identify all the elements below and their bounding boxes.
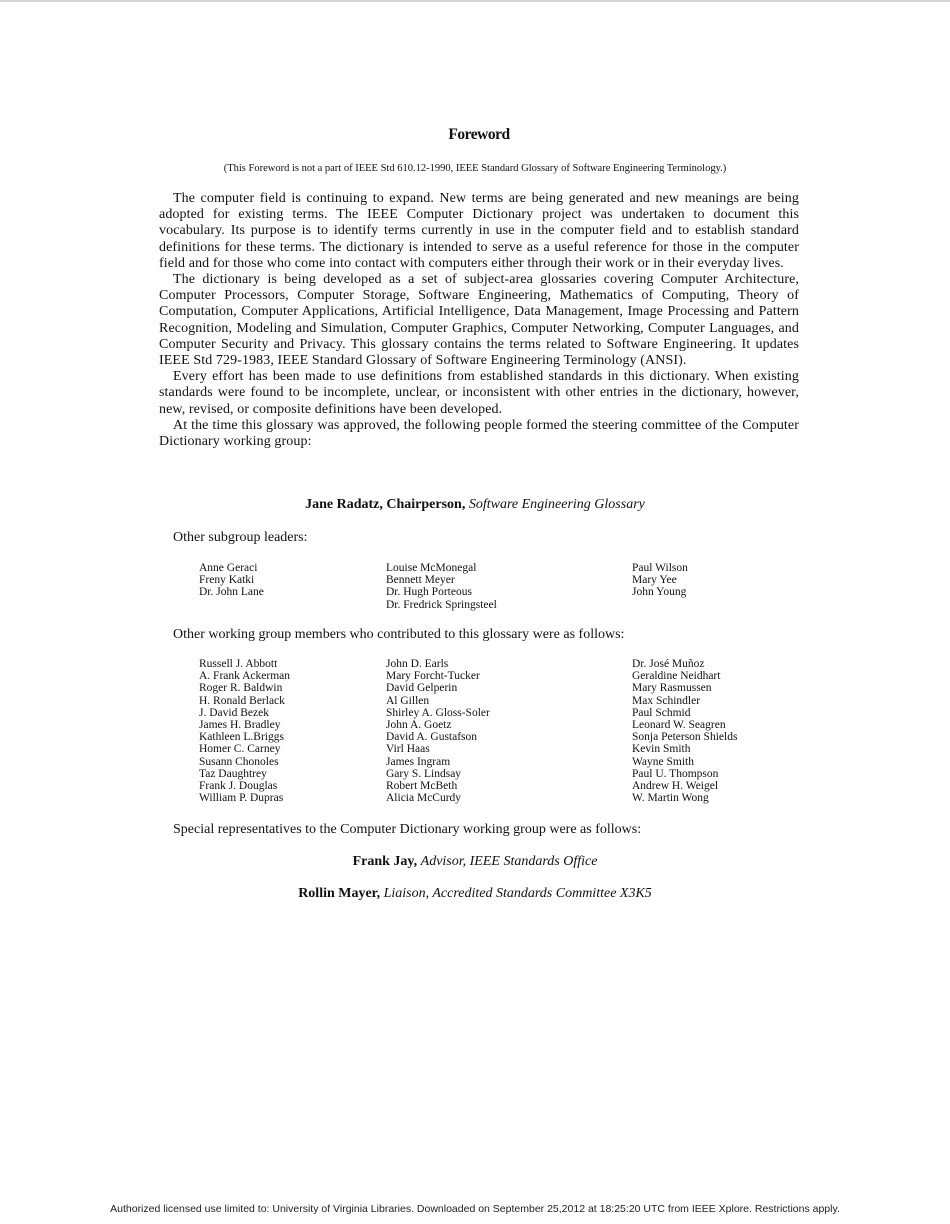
list-item: Wayne Smith — [632, 755, 694, 768]
list-item: Al Gillen — [386, 694, 430, 707]
members-col-1 — [199, 658, 290, 804]
list-item: W. Martin Wong — [632, 792, 709, 805]
list-item: Russell J. Abbott — [199, 658, 278, 670]
members-col-2 — [386, 658, 490, 804]
list-item: Virl Haas — [386, 743, 430, 756]
list-item: A. Frank Ackerman — [199, 670, 291, 683]
list-item: Gary S. Lindsay — [386, 767, 462, 780]
subgroup-col-1 — [199, 562, 264, 599]
list-item: H. Ronald Berlack — [199, 694, 285, 707]
list-item: Mary Forcht-Tucker — [386, 670, 480, 683]
list-item: Dr. John Lane — [199, 586, 264, 599]
paragraph: Every effort has been made to use definitions from established standards in this dictionary. When existing standards were found to be incomplete, unclear, or inconsistent with other entries in the dictionary, however, new, revised, or composite definitions have been developed. — [159, 369, 799, 417]
list-item: Anne Geraci — [199, 562, 258, 574]
page-title: Foreword — [448, 126, 510, 143]
list-item: Paul U. Thompson — [632, 767, 719, 780]
list-item: David Gelperin — [386, 682, 458, 695]
list-item: Kathleen L.Briggs — [199, 731, 284, 744]
advisor-role: Advisor, IEEE Standards Office — [420, 854, 598, 869]
list-item: Bennett Meyer — [386, 574, 455, 587]
list-item: Susann Chonoles — [199, 755, 279, 768]
list-item: John D. Earls — [386, 658, 449, 670]
list-item: Dr. Hugh Porteous — [386, 586, 472, 599]
list-item: Max Schindler — [632, 694, 701, 707]
list-item: Geraldine Neidhart — [632, 670, 721, 683]
list-item: Dr. José Muñoz — [632, 658, 705, 670]
list-item: John Young — [632, 586, 687, 599]
license-footer: Authorized licensed use limited to: University of Virginia Libraries. Downloaded on September 25,2012 at 18:25:20 UTC from IEEE Xplore. Restrictions apply. — [110, 1203, 840, 1215]
list-item: J. David Bezek — [199, 706, 269, 719]
list-item: David A. Gustafson — [386, 731, 478, 744]
list-item: Kevin Smith — [632, 743, 691, 756]
list-item: Leonard W. Seagren — [632, 719, 726, 732]
list-item: Paul Wilson — [632, 562, 688, 574]
list-item: Paul Schmid — [632, 706, 691, 719]
list-item: Mary Rasmussen — [632, 682, 712, 695]
list-item: James H. Bradley — [199, 719, 281, 732]
list-item: Homer C. Carney — [199, 743, 281, 756]
members-col-3 — [632, 658, 737, 804]
list-item: Taz Daughtrey — [199, 767, 267, 780]
foreword-note: (This Foreword is not a part of IEEE Std 610.12-1990, IEEE Standard Glossary of Software Engineering Terminology.) — [223, 163, 727, 174]
list-item: Frank J. Douglas — [199, 780, 278, 793]
paragraph: The computer field is continuing to expand. New terms are being generated and new meanings are being adopted for existing terms. The IEEE Computer Dictionary project was undertaken to document this vocabulary. Its purpose is to identify terms currently in use in the computer field and to establish standard definitions for these terms. The dictionary is intended to serve as a useful reference for those in the computer field and for those who come into contact with computers either through their work or in their everyday lives. — [159, 191, 799, 271]
subgroup-col-3 — [632, 562, 688, 599]
list-item: Roger R. Baldwin — [199, 682, 283, 695]
advisor-name: Frank Jay, — [352, 854, 418, 869]
list-item: Dr. Fredrick Springsteel — [386, 598, 497, 611]
liaison-name: Rollin Mayer, — [298, 886, 381, 901]
chair-name: Jane Radatz, Chairperson, — [305, 497, 466, 512]
subgroup-col-2 — [386, 562, 497, 611]
paragraph: The dictionary is being developed as a set of subject-area glossaries covering Computer Architecture, Computer Processors, Computer Storage, Software Engineering, Mathematics of Computing, Theory of Computation, Computer Applications, Artificial Intelligence, Data Management, Image Processing and Pattern Recognition, Modeling and Simulation, Computer Graphics, Computer Networking, Computer Languages, and Computer Security and Privacy. This glossary contains the terms related to Software Engineering. It updates IEEE Std 729-1983, IEEE Standard Glossary of Software Engineering Terminology (ANSI). — [159, 272, 799, 369]
advisor-line — [0, 854, 950, 870]
list-item: Robert McBeth — [386, 780, 458, 793]
list-item: Sonja Peterson Shields — [632, 731, 738, 744]
special-intro: Special representatives to the Computer Dictionary working group were as follows: — [173, 822, 642, 837]
subgroup-intro: Other subgroup leaders: — [173, 530, 308, 545]
list-item: Freny Katki — [199, 574, 255, 587]
chair-line — [0, 497, 950, 513]
top-rule — [0, 0, 950, 2]
list-item: Andrew H. Weigel — [632, 780, 719, 793]
list-item: Mary Yee — [632, 574, 677, 587]
chair-role: Software Engineering Glossary — [468, 497, 645, 512]
list-item: Alicia McCurdy — [386, 792, 462, 805]
list-item: Shirley A. Gloss-Soler — [386, 706, 490, 719]
liaison-role: Liaison, Accredited Standards Committee X3K5 — [383, 886, 652, 901]
list-item: John A. Goetz — [386, 719, 452, 732]
members-intro: Other working group members who contributed to this glossary were as follows: — [173, 627, 625, 642]
paragraph: At the time this glossary was approved, the following people formed the steering committee of the Computer Dictionary working group: — [159, 417, 799, 450]
list-item: William P. Dupras — [199, 792, 284, 805]
list-item: Louise McMonegal — [386, 562, 477, 574]
list-item: James Ingram — [386, 755, 451, 768]
liaison-line — [0, 886, 950, 902]
foreword-body — [159, 191, 799, 450]
